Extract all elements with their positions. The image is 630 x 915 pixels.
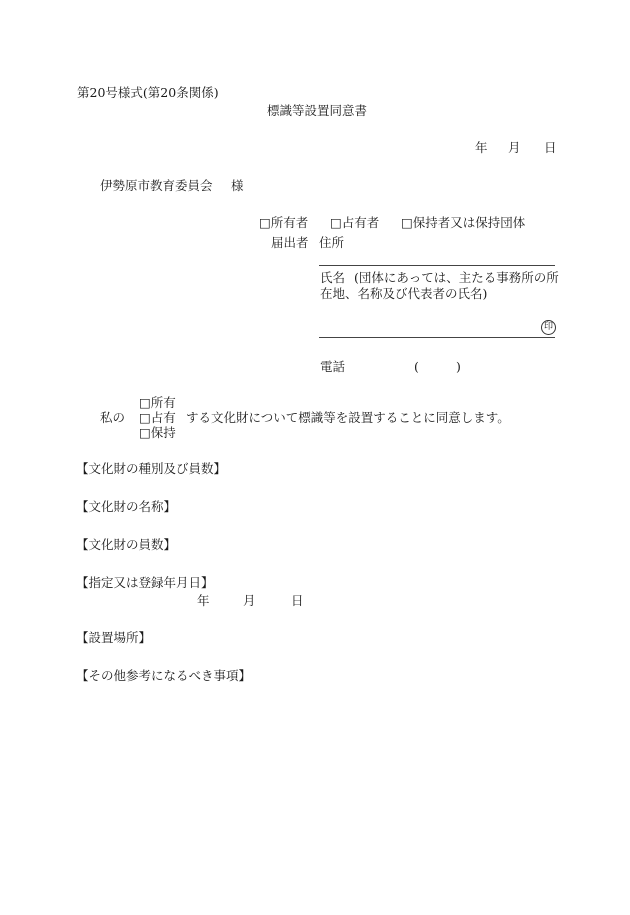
designation-day-label: 日 <box>291 593 304 608</box>
seal-mark: 印 <box>541 320 556 335</box>
consent-statement: する文化財について標識等を設置することに同意します。 <box>186 410 510 425</box>
date-year-label: 年 <box>475 140 488 155</box>
name-field-line[interactable] <box>319 337 555 338</box>
consent-option-own[interactable]: □所有 <box>139 395 176 410</box>
designation-year-label: 年 <box>197 593 210 608</box>
designation-month-label: 月 <box>243 593 256 608</box>
name-note-line1: (団体にあっては、主たる事務所の所 <box>354 270 559 285</box>
form-title: 標識等設置同意書 <box>267 103 368 118</box>
consent-option-hold[interactable]: □保持 <box>139 425 176 440</box>
section-designation-date: 【指定又は登録年月日】 <box>76 575 214 590</box>
consent-options <box>139 396 176 441</box>
phone-paren-close: ) <box>456 359 461 374</box>
date-day-label: 日 <box>544 140 557 155</box>
applicant-label: 届出者 <box>271 235 309 250</box>
phone-label: 電話 <box>320 359 346 374</box>
section-location: 【設置場所】 <box>76 630 152 645</box>
section-name: 【文化財の名称】 <box>76 499 177 514</box>
honorific: 様 <box>231 178 244 193</box>
address-field-line[interactable] <box>319 265 555 266</box>
section-type-count: 【文化財の種別及び員数】 <box>76 461 227 476</box>
address-label: 住所 <box>319 235 345 250</box>
section-count: 【文化財の員数】 <box>76 537 177 552</box>
form-id: 第20号様式(第20条関係) <box>77 85 219 100</box>
name-note-line2: 在地、名称及び代表者の氏名) <box>320 286 488 301</box>
role-custodian-checkbox[interactable]: □保持者又は保持団体 <box>401 215 526 230</box>
addressee: 伊勢原市教育委員会 <box>100 178 213 193</box>
consent-option-occupy[interactable]: □占有 <box>139 410 176 425</box>
role-owner-checkbox[interactable]: □所有者 <box>259 215 309 230</box>
name-label: 氏名 <box>320 270 346 285</box>
role-occupant-checkbox[interactable]: □占有者 <box>330 215 380 230</box>
section-other-notes: 【その他参考になるべき事項】 <box>76 668 252 683</box>
phone-paren-open: ( <box>414 359 419 374</box>
date-month-label: 月 <box>508 140 521 155</box>
consent-prefix: 私の <box>100 410 126 425</box>
